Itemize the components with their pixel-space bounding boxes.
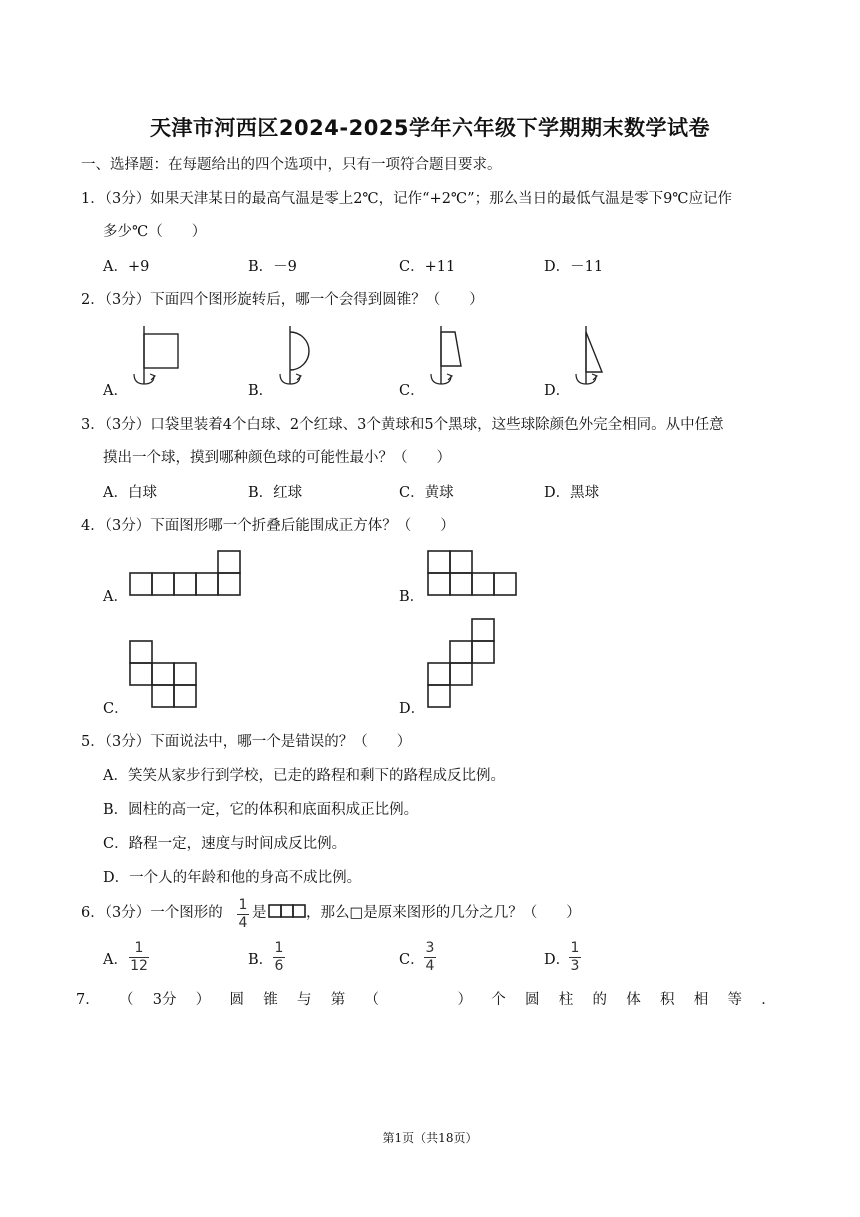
q1-option-b: B．－9 xyxy=(248,259,297,275)
q7-char: 第 xyxy=(330,992,346,1008)
q2-question: 2．（3分）下面四个图形旋转后，哪一个会得到圆锥？（ ） xyxy=(81,292,484,308)
q5-option-d: D．一个人的年龄和他的身高不成比例。 xyxy=(103,870,362,886)
q1-option-a: A．+9 xyxy=(103,259,150,275)
fraction-denominator: 3 xyxy=(570,958,580,974)
fraction-numerator: 1 xyxy=(274,940,284,956)
q7-char: 的 xyxy=(592,992,607,1008)
q7-char: （ xyxy=(364,992,379,1008)
q7-blank xyxy=(398,990,438,1010)
q7-char: 积 xyxy=(659,992,675,1008)
q3-line1: 3．（3分）口袋里装着4个白球、2个红球、3个黄球和5个黑球，这些球除颜色外完全相同。从中任意 xyxy=(81,417,724,433)
q6-option-b-label: B． xyxy=(248,952,274,968)
q6-fraction xyxy=(237,898,249,931)
q7-char: 与 xyxy=(296,992,312,1008)
q7-char: 3分 xyxy=(152,992,177,1008)
q4-label-a: A． xyxy=(103,589,128,605)
q6-suffix: ，那么□是原来图形的几分之几？（ ） xyxy=(306,905,581,921)
cube-net-a xyxy=(129,550,242,598)
page-footer: 第1页（共18页） xyxy=(382,1131,478,1145)
page-title: 天津市河西区2024-2025学年六年级下学期期末数学试卷 xyxy=(149,116,711,140)
q1-line1: 1．（3分）如果天津某日的最高气温是零上2℃，记作“+2℃”；那么当日的最低气温是零下9℃应记作 xyxy=(81,191,733,207)
q7-char: 圆 xyxy=(229,992,244,1008)
q6-option-a-fraction xyxy=(129,941,149,974)
q6-prefix: 6．（3分）一个图形的 xyxy=(81,905,223,921)
q6-fraction-denominator: 4 xyxy=(238,915,248,931)
q6-option-b-fraction xyxy=(273,941,285,974)
q4-label-b: B． xyxy=(399,589,425,605)
q5-option-c: C．路程一定，速度与时间成反比例。 xyxy=(103,836,347,852)
fraction-numerator: 1 xyxy=(134,940,144,956)
fraction-numerator: 1 xyxy=(570,940,580,956)
q7-char: ） xyxy=(457,992,472,1008)
q5-option-b: B．圆柱的高一定，它的体积和底面积成正比例。 xyxy=(103,802,419,818)
rotation-figure-square xyxy=(124,324,184,390)
q3-option-b: B．红球 xyxy=(248,485,303,501)
q3-option-a: A．白球 xyxy=(103,485,157,501)
q5-option-a: A．笑笑从家步行到学校，已走的路程和剩下的路程成反比例。 xyxy=(103,768,505,784)
q7-char: 圆 xyxy=(524,992,540,1008)
q7-char: 等 xyxy=(727,992,742,1008)
q2-label-a: A． xyxy=(103,383,128,399)
q7-char: 体 xyxy=(626,992,641,1008)
fraction-denominator: 6 xyxy=(274,958,284,974)
fraction-denominator: 4 xyxy=(425,958,435,974)
cube-net-b xyxy=(427,550,519,598)
fraction-numerator: 3 xyxy=(425,940,435,956)
q7-char: 锥 xyxy=(263,992,278,1008)
q7-char: （ xyxy=(118,992,134,1008)
q6-option-c-fraction xyxy=(424,941,436,974)
q1-line2: 多少℃（ ） xyxy=(103,224,207,240)
q7-char: 相 xyxy=(693,992,709,1008)
rotation-figure-semicircle xyxy=(270,324,330,390)
q4-label-c: C． xyxy=(103,701,129,717)
q6-option-d-label: D． xyxy=(544,952,571,968)
q2-label-c: C． xyxy=(399,383,425,399)
q7-char: 个 xyxy=(491,992,506,1008)
q6-fraction-numerator: 1 xyxy=(238,897,248,913)
q3-line2: 摸出一个球，摸到哪种颜色球的可能性最小？（ ） xyxy=(103,450,451,466)
q1-option-c: C．+11 xyxy=(399,259,456,275)
q7-question xyxy=(76,990,776,1010)
q2-label-b: B． xyxy=(248,383,274,399)
q5-question: 5．（3分）下面说法中，哪一个是错误的？（ ） xyxy=(81,734,412,750)
section-heading: 一、选择题：在每题给出的四个选项中，只有一项符合题目要求。 xyxy=(81,157,502,173)
q7-char: 7． xyxy=(76,992,100,1008)
q3-option-d: D．黑球 xyxy=(544,485,600,501)
q7-char: 柱 xyxy=(558,992,574,1008)
cube-net-d xyxy=(427,618,497,710)
q6-option-c-label: C． xyxy=(399,952,425,968)
q7-char: ） xyxy=(195,992,211,1008)
three-squares-figure xyxy=(268,904,306,918)
q7-char: ． xyxy=(761,992,776,1008)
q4-label-d: D． xyxy=(399,701,426,717)
rotation-figure-trapezoid xyxy=(421,324,481,390)
q2-label-d: D． xyxy=(544,383,571,399)
q4-question: 4．（3分）下面图形哪一个折叠后能围成正方体？（ ） xyxy=(81,518,455,534)
q6-middle: 是 xyxy=(252,905,267,921)
fraction-denominator: 12 xyxy=(130,958,148,974)
rotation-figure-triangle xyxy=(566,324,626,390)
cube-net-c xyxy=(129,640,199,710)
q6-option-d-fraction xyxy=(569,941,581,974)
q3-option-c: C．黄球 xyxy=(399,485,454,501)
q1-option-d: D．－11 xyxy=(544,259,604,275)
q6-option-a-label: A． xyxy=(103,952,128,968)
